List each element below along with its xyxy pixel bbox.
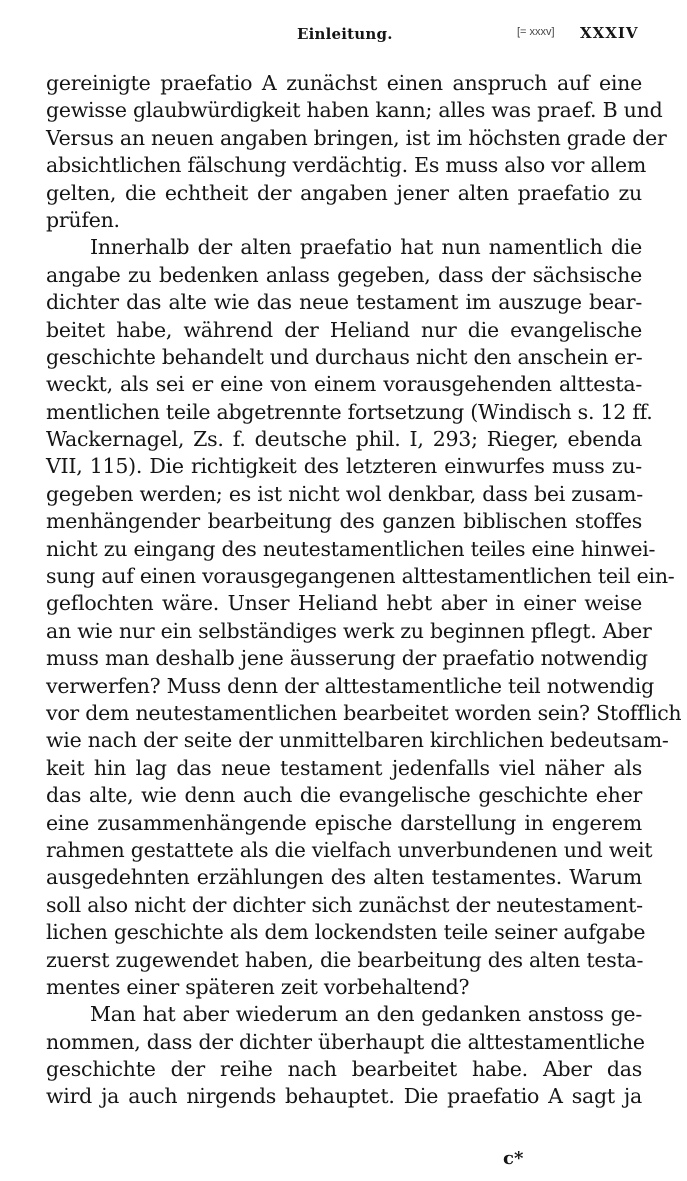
text-line: an wie nur ein selbständiges werk zu beginnen pflegt. Aber: [46, 618, 652, 643]
text-line: muss man deshalb jene äusserung der praefatio notwendig: [46, 646, 648, 671]
text-line: keit hin lag das neue testament jedenfalls viel näher als: [46, 755, 642, 780]
paragraph-start-line: Innerhalb der alten praefatio hat nun namentlich die: [90, 235, 642, 260]
text-line: angabe zu bedenken anlass gegeben, dass der sächsische: [46, 262, 642, 287]
paragraph-start-line: Man hat aber wiederum an den gedanken anstoss ge-: [90, 1002, 642, 1027]
text-line: lichen geschichte als dem lockendsten teile seiner aufgabe: [46, 920, 646, 945]
text-line: rahmen gestattete als die vielfach unverbundenen und weit: [46, 837, 653, 862]
text-line: menhängender bearbeitung des ganzen biblischen stoffes: [46, 509, 642, 534]
text-line: geschichte behandelt und durchaus nicht den anschein er-: [46, 344, 643, 369]
text-line: absichtlichen fälschung verdächtig. Es muss also vor allem: [46, 153, 647, 178]
text-line: gegeben werden; es ist nicht wol denkbar, dass bei zusam-: [46, 481, 643, 506]
text-line: wie nach der seite der unmittelbaren kirchlichen bedeutsam-: [46, 728, 669, 753]
text-line: gewisse glaubwürdigkeit haben kann; alles was praef. B und: [46, 98, 663, 123]
text-line: mentlichen teile abgetrennte fortsetzung (Windisch s. 12 ff.: [46, 399, 653, 424]
text-line: nommen, dass der dichter überhaupt die alttestamentliche: [46, 1029, 645, 1054]
printer-signature: c*: [503, 1148, 524, 1169]
text-line: Versus an neuen angaben bringen, ist im höchsten grade der: [46, 125, 667, 150]
text-line: Wackernagel, Zs. f. deutsche phil. I, 293; Rieger, ebenda: [46, 427, 642, 452]
page-header: [0, 22, 687, 46]
text-line: mentes einer späteren zeit vorbehaltend?: [46, 974, 470, 999]
text-line: wird ja auch nirgends behauptet. Die praefatio A sagt ja: [46, 1084, 642, 1109]
text-line: gereinigte praefatio A zunächst einen anspruch auf eine: [46, 71, 642, 95]
text-line: verwerfen? Muss denn der alttestamentliche teil notwendig: [46, 673, 654, 698]
page-number: XXXIV: [580, 24, 639, 42]
text-line: ausgedehnten erzählungen des alten testamentes. Warum: [46, 865, 642, 890]
running-title: Einleitung.: [297, 25, 393, 43]
text-line: vor dem neutestamentlichen bearbeitet worden sein? Stofflich: [46, 700, 682, 725]
text-line: beitet habe, während der Heliand nur die evangelische: [46, 317, 642, 342]
text-line: das alte, wie denn auch die evangelische geschichte eher: [46, 783, 642, 808]
text-line: geflochten wäre. Unser Heliand hebt aber in einer weise: [46, 591, 642, 616]
text-line: sung auf einen vorausgegangenen alttestamentlichen teil ein-: [46, 564, 675, 589]
text-line: VII, 115). Die richtigkeit des letzteren einwurfes muss zu-: [46, 454, 642, 479]
text-line: gelten, die echtheit der angaben jener alten praefatio zu: [46, 180, 642, 205]
text-line: soll also nicht der dichter sich zunächst der neutestament-: [46, 892, 643, 917]
text-line: zuerst zugewendet haben, die bearbeitung des alten testa-: [46, 947, 644, 972]
text-line: weckt, als sei er eine von einem vorausgehenden alttesta-: [46, 372, 642, 397]
text-line: nicht zu eingang des neutestamentlichen teiles eine hinwei-: [46, 536, 656, 561]
text-line: geschichte der reihe nach bearbeitet habe. Aber das: [46, 1057, 642, 1082]
text-line: dichter das alte wie das neue testament im auszuge bear-: [46, 290, 642, 315]
text-line: prüfen.: [46, 207, 120, 232]
body-text: [46, 70, 682, 1111]
page-reference: [= xxxv]: [517, 26, 555, 38]
text-line: eine zusammenhängende epische darstellung in engerem: [46, 810, 642, 835]
